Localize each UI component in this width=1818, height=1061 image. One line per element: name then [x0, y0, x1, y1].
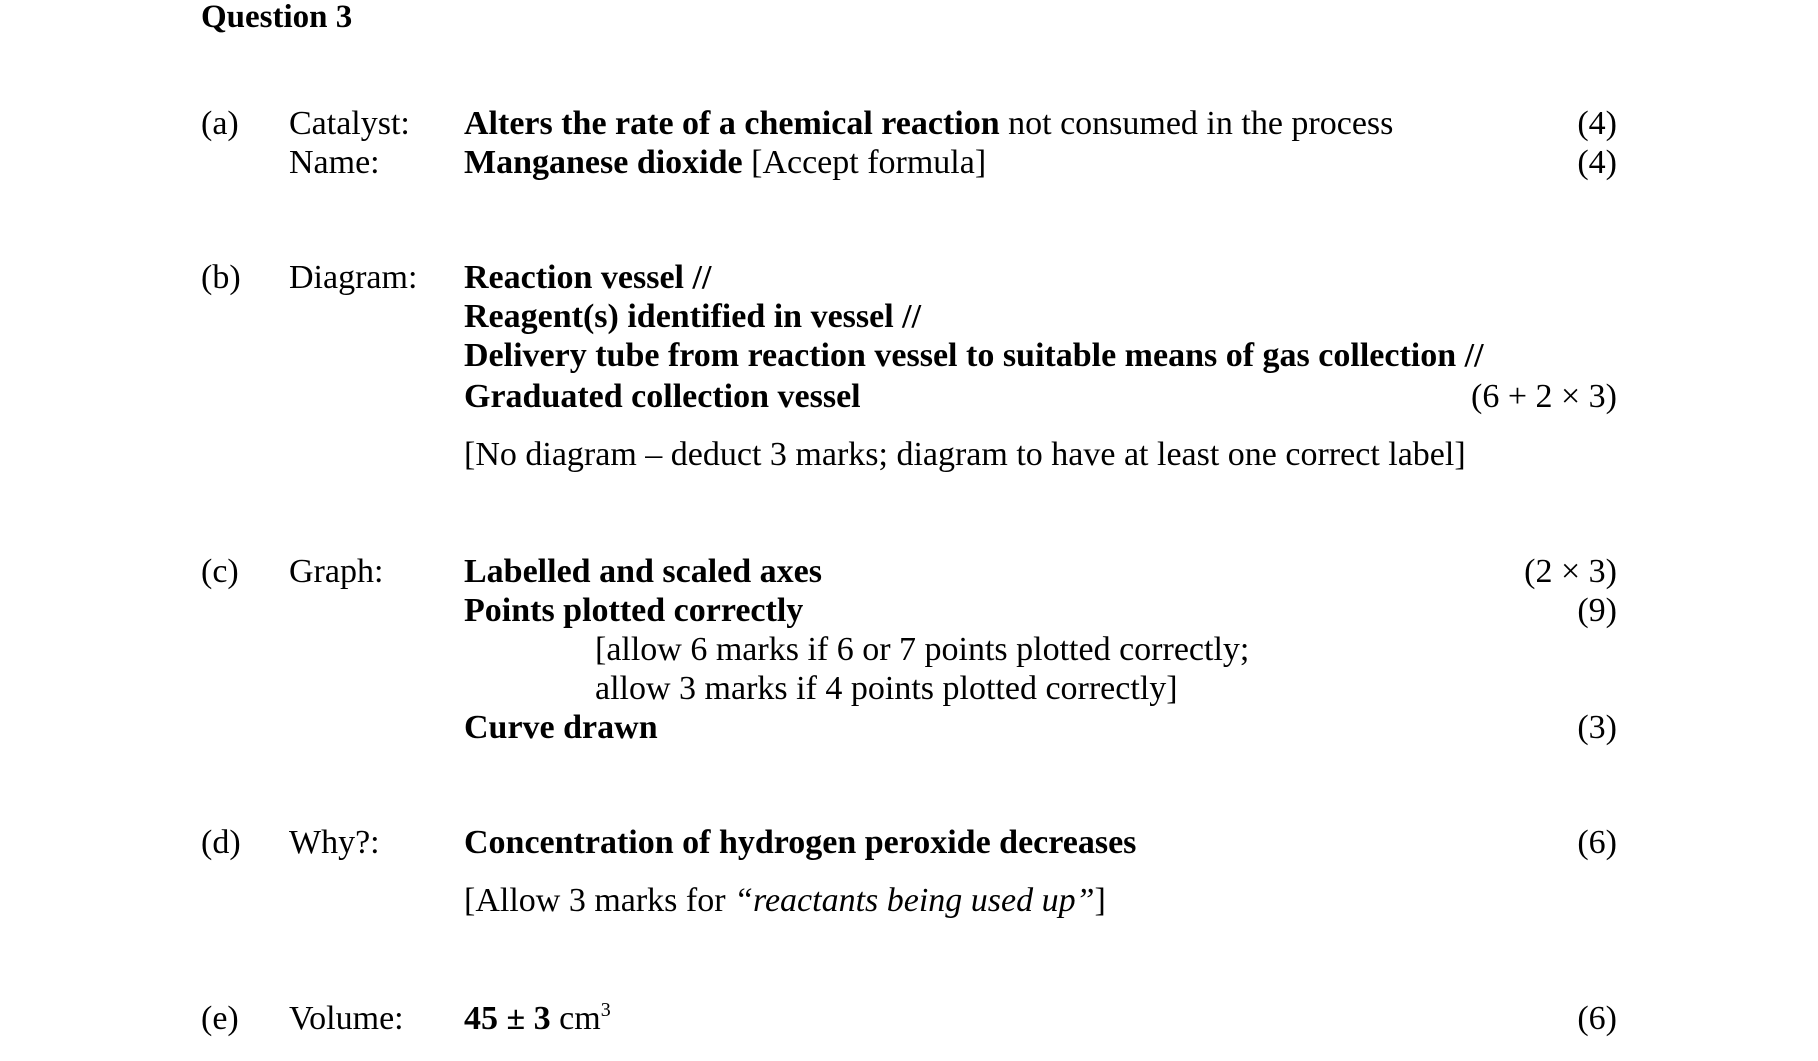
why-note	[464, 882, 1106, 920]
part-a-label: (a)	[201, 105, 239, 142]
diagram-line-4: Graduated collection vessel	[464, 378, 861, 415]
part-e-label: (e)	[201, 1000, 239, 1037]
why-note-pre: [Allow 3 marks for	[464, 882, 735, 919]
graph-line-1: Labelled and scaled axes	[464, 553, 822, 590]
diagram-note: [No diagram – deduct 3 marks; diagram to have at least one correct label]	[464, 436, 1466, 473]
question-title: Question 3	[201, 0, 353, 35]
catalyst-marks: (4)	[1577, 105, 1617, 142]
why-answer: Concentration of hydrogen peroxide decreases	[464, 824, 1137, 861]
name-marks: (4)	[1577, 144, 1617, 181]
graph-line-2: Points plotted correctly	[464, 592, 804, 629]
diagram-line-3: Delivery tube from reaction vessel to suitable means of gas collection //	[464, 337, 1484, 374]
graph-marks-3: (3)	[1577, 709, 1617, 746]
catalyst-answer-rest: not consumed in the process	[999, 105, 1394, 142]
part-d-label: (d)	[201, 824, 241, 861]
volume-value: 45 ± 3	[464, 1000, 551, 1037]
volume-label: Volume:	[289, 1000, 404, 1037]
diagram-marks: (6 + 2 × 3)	[1471, 378, 1617, 415]
why-note-post: ]	[1094, 882, 1106, 919]
name-answer-bold: Manganese dioxide	[464, 144, 743, 181]
catalyst-answer-bold: Alters the rate of a chemical reaction	[464, 105, 1000, 142]
volume-unit-exponent: 3	[600, 999, 611, 1021]
catalyst-answer	[464, 105, 1393, 143]
name-label: Name:	[289, 144, 380, 181]
graph-note-1: [allow 6 marks if 6 or 7 points plotted correctly;	[595, 631, 1250, 668]
name-answer	[464, 144, 986, 182]
volume-answer	[464, 1000, 611, 1038]
part-b-label: (b)	[201, 259, 241, 296]
volume-marks: (6)	[1577, 1000, 1617, 1037]
part-c-label: (c)	[201, 553, 239, 590]
name-answer-rest: [Accept formula]	[742, 144, 987, 181]
graph-label: Graph:	[289, 553, 384, 590]
why-label: Why?:	[289, 824, 380, 861]
graph-marks-2: (9)	[1577, 592, 1617, 629]
why-note-italic: “reactants being used up”	[734, 882, 1095, 919]
why-marks: (6)	[1577, 824, 1617, 861]
catalyst-label: Catalyst:	[289, 105, 410, 142]
diagram-label: Diagram:	[289, 259, 418, 296]
graph-note-2: allow 3 marks if 4 points plotted correctly]	[595, 670, 1178, 707]
volume-unit: cm	[550, 1000, 601, 1037]
graph-marks-1: (2 × 3)	[1524, 553, 1617, 590]
diagram-line-2: Reagent(s) identified in vessel //	[464, 298, 922, 335]
graph-line-3: Curve drawn	[464, 709, 658, 746]
diagram-line-1: Reaction vessel //	[464, 259, 712, 296]
